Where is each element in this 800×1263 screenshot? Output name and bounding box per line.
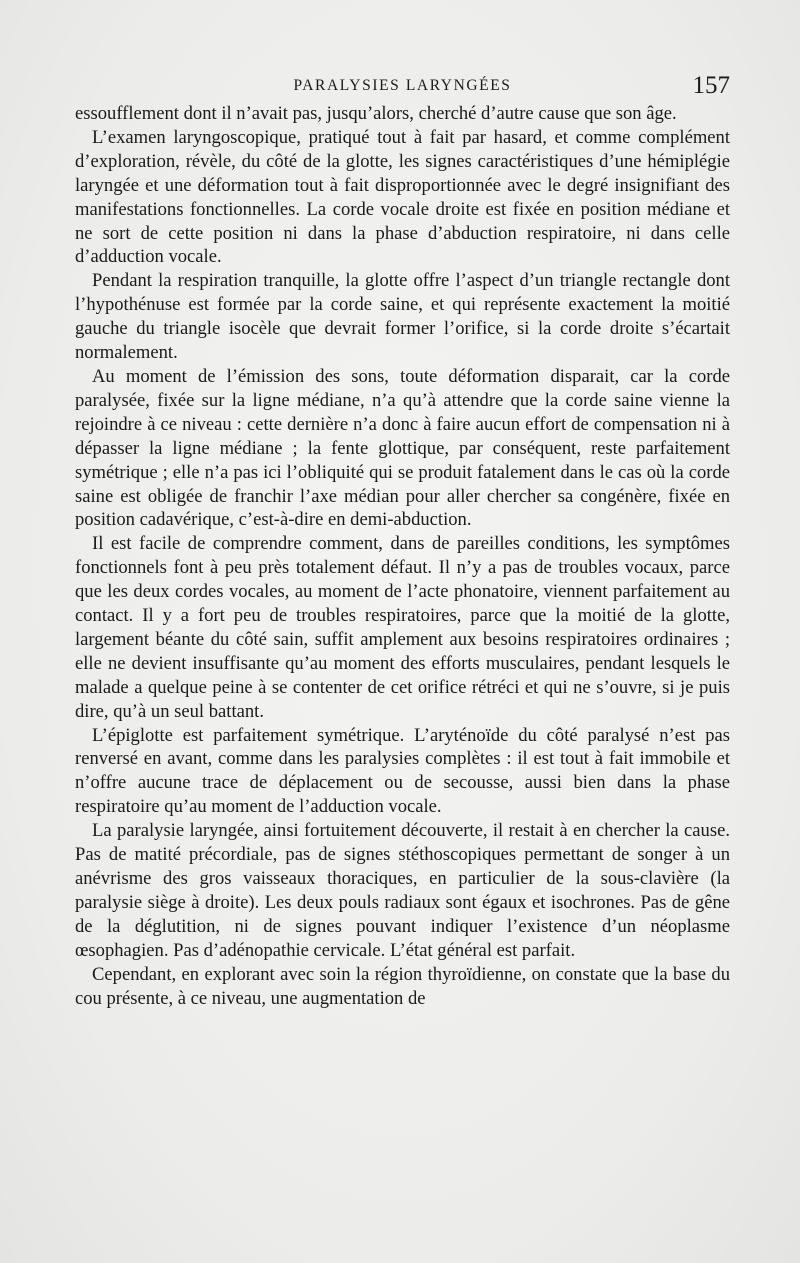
paragraph-cause: La paralysie laryngée, ainsi fortuitement découverte, il restait à en chercher la cause. Pas de matité précordiale, pas de signes stéthoscopiques permettant de songer à un anévrisme des gros vaisseaux thoraciques, en particulier de la sous-clavière (la paralysie siège à droite). Les deux pouls radiaux sont égaux et isochrones. Pas de gêne de la déglutition, ni de signes pouvant indiquer l’existence d’un néoplasme œsophagien. Pas d’adénopathie cervicale. L’état général est parfait. [75, 820, 730, 961]
paragraph-thyroid: Cependant, en explorant avec soin la région thyroïdienne, on constate que la base du cou présente, à ce niveau, une augmentation de [75, 963, 730, 1009]
page-number: 157 [692, 72, 730, 99]
paragraph-continuation: essoufflement dont il n’avait pas, jusqu’alors, cherché d’autre cause que son âge. [75, 103, 677, 124]
running-head [75, 74, 730, 100]
body-text [75, 102, 730, 1010]
running-title: PARALYSIES LARYNGÉES [293, 77, 512, 94]
paragraph-symptoms: Il est facile de comprendre comment, dans de pareilles conditions, les symptômes fonctionnels font à peu près totalement défaut. Il n’y a pas de troubles vocaux, parce que les deux cordes vocales, au moment de l’acte phonatoire, viennent parfaitement au contact. Il y a fort peu de troubles respiratoires, parce que la moitié de la glotte, largement béante du côté sain, suffit amplement aux besoins respiratoires ordinaires ; elle ne devient insuffisante qu’au moment des efforts musculaires, pendant lesquels le malade a quelque peine à se contenter de cet orifice rétréci et qui ne s’ouvre, si je puis dire, qu’à un seul battant. [75, 533, 730, 722]
paragraph-epiglottis: L’épiglotte est parfaitement symétrique. L’aryténoïde du côté paralysé n’est pas renversé en avant, comme dans les paralysies complètes : il est tout à fait immobile et n’offre aucune trace de déplacement ou de secousse, aussi bien dans la phase respiratoire qu’au moment de l’adduction vocale. [75, 724, 730, 818]
paragraph-laryngoscopic-exam: L’examen laryngoscopique, pratiqué tout à fait par hasard, et comme complément d’exploration, révèle, du côté de la glotte, les signes caractéristiques d’une hémiplégie laryngée et une déformation tout à fait disproportionnée avec le degré insignifiant des manifestations fonctionnelles. La corde vocale droite est fixée en position médiane et ne sort de cette position ni dans la phase d’abduction respiratoire, ni dans celle d’adduction vocale. [75, 126, 730, 268]
paragraph-emission: Au moment de l’émission des sons, toute déformation disparait, car la corde paralysée, fixée sur la ligne médiane, n’a qu’à attendre que la corde saine vienne la rejoindre à ce niveau : cette dernière n’a donc à faire aucun effort de compensation ni à dépasser la ligne médiane ; la fente glottique, par conséquent, reste parfaitement symétrique ; elle n’a pas ici l’obliquité qui se produit fatalement dans le cas où la corde saine est obligée de franchir l’axe médian pour aller chercher sa congénère, fixée en position cadavérique, c’est-à-dire en demi-abduction. [75, 365, 730, 531]
paragraph-respiration: Pendant la respiration tranquille, la glotte offre l’aspect d’un triangle rectangle dont l’hypothénuse est formée par la corde saine, et qui représente exactement la moitié gauche du triangle isocèle que devrait former l’orifice, si la corde droite s’écartait normalement. [75, 270, 730, 364]
